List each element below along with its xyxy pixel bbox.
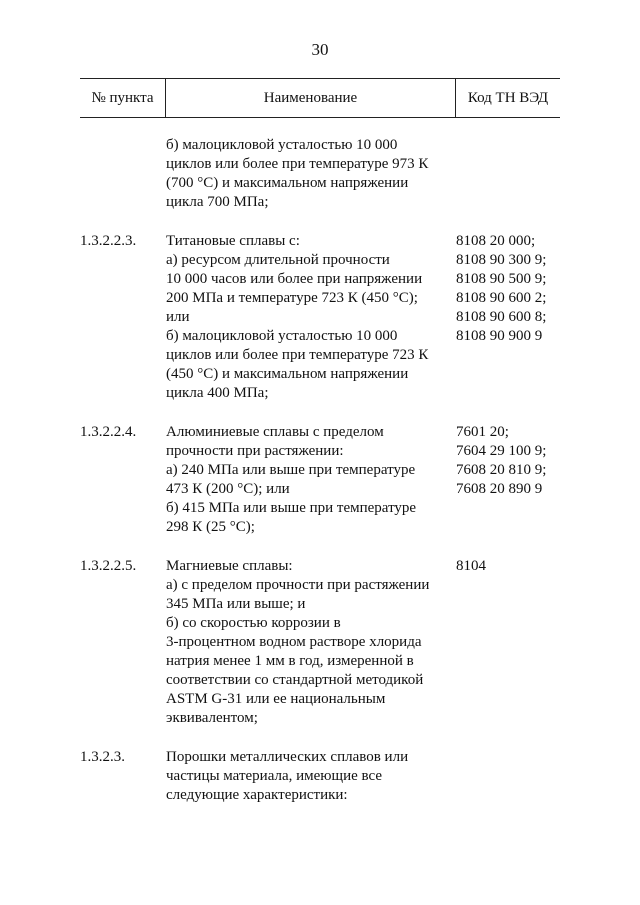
tn-ved-code: 7601 20;	[456, 424, 509, 440]
table-row	[0, 557, 640, 728]
header-tn-ved-code: Код ТН ВЭД	[467, 90, 549, 106]
item-number: 1.3.2.2.5.	[80, 558, 137, 574]
table-row	[0, 748, 640, 805]
item-name-line: следующие характеристики:	[166, 787, 348, 803]
header-name: Наименование	[166, 79, 456, 117]
item-name-line: циклов или более при температуре 973 К	[166, 156, 429, 172]
tn-ved-code: 8108 90 900 9	[456, 328, 543, 344]
item-name-line: соответствии со стандартной методикой	[166, 672, 424, 688]
item-number: 1.3.2.2.4.	[80, 424, 137, 440]
tn-ved-code: 7608 20 810 9;	[456, 462, 547, 478]
item-name	[166, 557, 451, 728]
item-name-line: циклов или более при температуре 723 К	[166, 347, 429, 363]
item-name-line: б) малоцикловой усталостью 10 000	[166, 137, 398, 153]
item-name-line: 345 МПа или выше; и	[166, 596, 306, 612]
item-name-line: а) ресурсом длительной прочности	[166, 252, 390, 268]
item-name-line: натрия менее 1 мм в год, измеренной в	[166, 653, 414, 669]
item-name-line: Магниевые сплавы:	[166, 558, 293, 574]
item-name	[166, 232, 451, 403]
table-row	[0, 136, 640, 212]
tn-ved-code: 7604 29 100 9;	[456, 443, 547, 459]
item-name-line: 10 000 часов или более при напряжении	[166, 271, 423, 287]
item-name-line: частицы материала, имеющие все	[166, 768, 382, 784]
item-name-line: ASTM G-31 или ее национальным	[166, 691, 386, 707]
item-name-line: Алюминиевые сплавы с пределом	[166, 424, 384, 440]
item-name-line: прочности при растяжении:	[166, 443, 344, 459]
item-name-line: цикла 400 МПа;	[166, 385, 269, 401]
item-name-line: эквивалентом;	[166, 710, 258, 726]
item-name-line: 200 МПа и температуре 723 К (450 °С);	[166, 290, 418, 306]
table-header	[80, 78, 560, 118]
item-name-line: а) с пределом прочности при растяжении	[166, 577, 430, 593]
item-name-line: б) со скоростью коррозии в	[166, 615, 341, 631]
item-name-line: 473 К (200 °С); или	[166, 481, 290, 497]
item-name	[166, 423, 451, 537]
table-row	[0, 232, 640, 403]
item-name-line: Титановые сплавы с:	[166, 233, 300, 249]
item-name-line: (700 °С) и максимальном напряжении	[166, 175, 409, 191]
item-codes	[456, 423, 546, 499]
item-name-line: (450 °С) и максимальном напряжении	[166, 366, 409, 382]
tn-ved-code: 8108 90 300 9;	[456, 252, 547, 268]
tn-ved-code: 7608 20 890 9	[456, 481, 543, 497]
item-codes	[456, 557, 486, 576]
item-name-line: цикла 700 МПа;	[166, 194, 269, 210]
tn-ved-code: 8108 90 500 9;	[456, 271, 547, 287]
item-name-line: 298 К (25 °С);	[166, 519, 255, 535]
item-name-line: 3-процентном водном растворе хлорида	[166, 634, 422, 650]
item-name	[166, 136, 451, 212]
item-name-line: или	[166, 309, 190, 325]
item-name-line: б) малоцикловой усталостью 10 000	[166, 328, 398, 344]
tn-ved-code: 8108 90 600 2;	[456, 290, 547, 306]
item-name-line: б) 415 МПа или выше при температуре	[166, 500, 417, 516]
item-name-line: а) 240 МПа или выше при температуре	[166, 462, 416, 478]
item-number: 1.3.2.2.3.	[80, 233, 137, 249]
header-item-number: № пункта	[80, 79, 166, 117]
tn-ved-code: 8108 90 600 8;	[456, 309, 547, 325]
item-codes	[456, 232, 546, 346]
table-row	[0, 423, 640, 537]
item-number: 1.3.2.3.	[80, 749, 125, 765]
table-body	[0, 136, 640, 825]
tn-ved-code: 8108 20 000;	[456, 233, 536, 249]
page-number: 30	[311, 40, 329, 59]
tn-ved-code: 8104	[456, 558, 486, 574]
item-name	[166, 748, 451, 805]
item-name-line: Порошки металлических сплавов или	[166, 749, 409, 765]
